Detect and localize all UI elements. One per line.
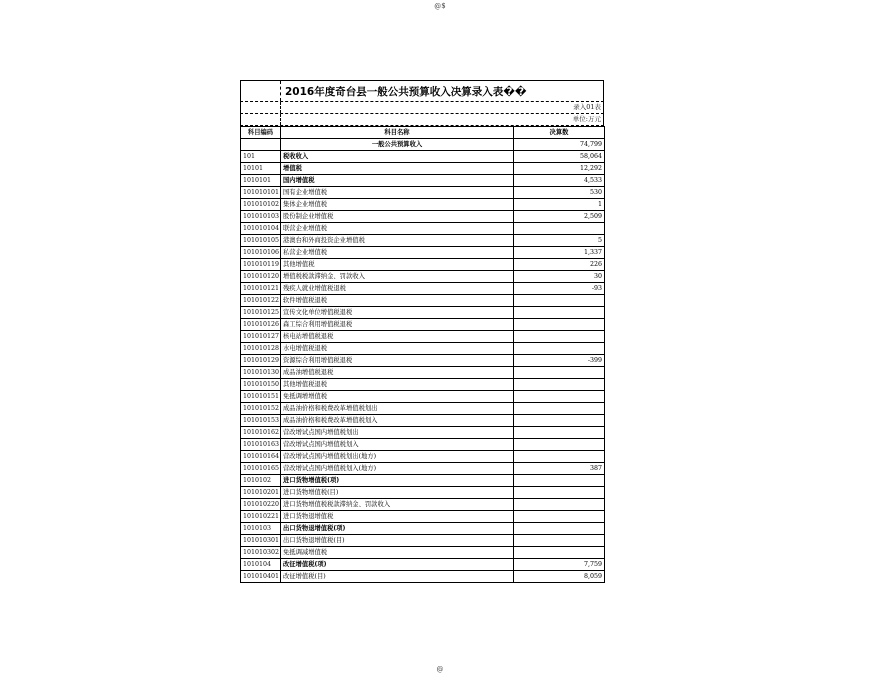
table-row	[241, 211, 605, 223]
title-row	[240, 80, 604, 102]
row-name: 营改增试点国内增值税划出	[281, 427, 514, 439]
row-name: 进口货物增值税税款滞纳金、罚款收入	[281, 499, 514, 511]
row-amount	[514, 367, 605, 379]
row-code: 1010103	[241, 523, 281, 535]
row-amount: 530	[514, 187, 605, 199]
row-amount	[514, 379, 605, 391]
table-row	[241, 379, 605, 391]
table-row	[241, 463, 605, 475]
row-code: 1010101	[241, 175, 281, 187]
row-code: 101010121	[241, 283, 281, 295]
row-amount	[514, 523, 605, 535]
row-code: 101010125	[241, 307, 281, 319]
row-name: 成品油价格和税费改革增值税划入	[281, 415, 514, 427]
total-row	[241, 139, 605, 151]
row-code: 101010220	[241, 499, 281, 511]
table-row	[241, 343, 605, 355]
table-row	[241, 187, 605, 199]
row-amount: -93	[514, 283, 605, 295]
row-name: 其他增值税	[281, 259, 514, 271]
table-row	[241, 415, 605, 427]
row-code: 101010120	[241, 271, 281, 283]
row-name: 资源综合利用增值税退税	[281, 355, 514, 367]
row-name: 成品油增值税退税	[281, 367, 514, 379]
row-code: 101010102	[241, 199, 281, 211]
row-code: 101	[241, 151, 281, 163]
row-name: 出口货物退增值税(目)	[281, 535, 514, 547]
row-code: 101010162	[241, 427, 281, 439]
row-code: 101010122	[241, 295, 281, 307]
row-amount: -399	[514, 355, 605, 367]
table-row	[241, 235, 605, 247]
row-code: 101010129	[241, 355, 281, 367]
row-name: 软件增值税退税	[281, 295, 514, 307]
row-name: 其他增值税退税	[281, 379, 514, 391]
table-row	[241, 307, 605, 319]
row-name: 免抵调增增值税	[281, 391, 514, 403]
row-name: 国内增值税	[281, 175, 514, 187]
table-row	[241, 391, 605, 403]
row-name: 港澳台和外商投资企业增值税	[281, 235, 514, 247]
row-amount	[514, 295, 605, 307]
row-amount	[514, 499, 605, 511]
row-amount: 7,759	[514, 559, 605, 571]
row-name: 集体企业增值税	[281, 199, 514, 211]
row-amount: 5	[514, 235, 605, 247]
table-row	[241, 199, 605, 211]
table-row	[241, 475, 605, 487]
row-code: 101010153	[241, 415, 281, 427]
row-amount	[514, 415, 605, 427]
row-amount	[514, 319, 605, 331]
table-row	[241, 163, 605, 175]
row-name: 营改增试点国内增值税划入(地方)	[281, 463, 514, 475]
total-name: 一般公共预算收入	[281, 139, 514, 151]
table-row	[241, 439, 605, 451]
row-name: 核电站增值税退税	[281, 331, 514, 343]
title-left-cell	[241, 81, 281, 101]
column-header-amount: 决算数	[514, 127, 605, 139]
row-code: 101010126	[241, 319, 281, 331]
table-row	[241, 427, 605, 439]
column-header-name: 科目名称	[281, 127, 514, 139]
table-row	[241, 547, 605, 559]
row-name: 成品油价格和税费改革增值税划出	[281, 403, 514, 415]
row-name: 森工综合利用增值税退税	[281, 319, 514, 331]
unit-label: 单位:万元	[572, 115, 601, 123]
row-code: 101010104	[241, 223, 281, 235]
table-row	[241, 523, 605, 535]
table-row	[241, 451, 605, 463]
row-amount	[514, 547, 605, 559]
row-amount	[514, 487, 605, 499]
row-amount: 387	[514, 463, 605, 475]
table-header-row	[241, 127, 605, 139]
row-name: 残疾人就业增值税退税	[281, 283, 514, 295]
table-row	[241, 283, 605, 295]
table-row	[241, 151, 605, 163]
row-code: 101010152	[241, 403, 281, 415]
table-row	[241, 319, 605, 331]
row-amount: 8,059	[514, 571, 605, 583]
row-amount	[514, 451, 605, 463]
unit-left-cell	[241, 114, 281, 125]
unit-row	[240, 114, 604, 126]
row-amount	[514, 511, 605, 523]
page-footer-mark: @	[436, 665, 444, 673]
row-code: 101010127	[241, 331, 281, 343]
budget-table	[240, 126, 605, 583]
row-code: 101010301	[241, 535, 281, 547]
row-code: 101010128	[241, 343, 281, 355]
row-code: 101010201	[241, 487, 281, 499]
row-amount	[514, 427, 605, 439]
table-row	[241, 559, 605, 571]
table-row	[241, 571, 605, 583]
row-amount	[514, 403, 605, 415]
row-name: 进口货物退增值税	[281, 511, 514, 523]
table-row	[241, 331, 605, 343]
row-name: 税收收入	[281, 151, 514, 163]
row-amount: 226	[514, 259, 605, 271]
table-row	[241, 175, 605, 187]
row-name: 进口货物增值税(项)	[281, 475, 514, 487]
row-name: 出口货物退增值税(项)	[281, 523, 514, 535]
row-name: 宣传文化单位增值税退税	[281, 307, 514, 319]
sheet-title: 2016年度奇台县一般公共预算收入决算录入表��	[285, 85, 527, 98]
row-name: 进口货物增值税(目)	[281, 487, 514, 499]
row-code: 101010150	[241, 379, 281, 391]
row-amount	[514, 343, 605, 355]
row-code: 101010221	[241, 511, 281, 523]
row-amount	[514, 223, 605, 235]
row-code: 101010101	[241, 187, 281, 199]
row-code: 101010302	[241, 547, 281, 559]
row-code: 101010130	[241, 367, 281, 379]
column-header-code: 科目编码	[241, 127, 281, 139]
table-row	[241, 403, 605, 415]
table-row	[241, 367, 605, 379]
row-amount: 1	[514, 199, 605, 211]
row-name: 联营企业增值税	[281, 223, 514, 235]
row-amount	[514, 439, 605, 451]
row-amount	[514, 331, 605, 343]
row-code: 101010105	[241, 235, 281, 247]
row-amount	[514, 475, 605, 487]
row-amount: 58,064	[514, 151, 605, 163]
row-name: 增值税	[281, 163, 514, 175]
row-code: 101010103	[241, 211, 281, 223]
table-row	[241, 511, 605, 523]
row-name: 营改增试点国内增值税划出(地方)	[281, 451, 514, 463]
row-code: 101010151	[241, 391, 281, 403]
row-code: 101010164	[241, 451, 281, 463]
form-number-left-cell	[241, 102, 281, 113]
row-code: 1010102	[241, 475, 281, 487]
row-amount: 12,292	[514, 163, 605, 175]
row-code: 1010104	[241, 559, 281, 571]
table-row	[241, 247, 605, 259]
table-row	[241, 355, 605, 367]
row-code: 101010401	[241, 571, 281, 583]
table-row	[241, 535, 605, 547]
row-name: 免抵调减增值税	[281, 547, 514, 559]
row-amount: 4,533	[514, 175, 605, 187]
table-row	[241, 295, 605, 307]
row-code: 10101	[241, 163, 281, 175]
row-amount: 2,509	[514, 211, 605, 223]
row-code: 101010106	[241, 247, 281, 259]
row-name: 私营企业增值税	[281, 247, 514, 259]
row-amount	[514, 391, 605, 403]
row-amount: 1,337	[514, 247, 605, 259]
row-code: 101010163	[241, 439, 281, 451]
row-amount	[514, 307, 605, 319]
page-header-mark: @$	[434, 2, 446, 10]
row-name: 增值税税款滞纳金、罚款收入	[281, 271, 514, 283]
row-name: 改征增值税(目)	[281, 571, 514, 583]
form-number-row	[240, 102, 604, 114]
table-row	[241, 499, 605, 511]
form-number: 录入01表	[573, 103, 601, 111]
total-amount: 74,799	[514, 139, 605, 151]
row-name: 营改增试点国内增值税划入	[281, 439, 514, 451]
row-code: 101010165	[241, 463, 281, 475]
row-name: 改征增值税(项)	[281, 559, 514, 571]
total-code	[241, 139, 281, 151]
table-row	[241, 487, 605, 499]
row-name: 股份制企业增值税	[281, 211, 514, 223]
row-name: 国有企业增值税	[281, 187, 514, 199]
row-code: 101010119	[241, 259, 281, 271]
row-amount	[514, 535, 605, 547]
table-row	[241, 259, 605, 271]
table-row	[241, 223, 605, 235]
row-amount: 30	[514, 271, 605, 283]
table-row	[241, 271, 605, 283]
budget-sheet	[240, 80, 604, 583]
row-name: 水电增值税退税	[281, 343, 514, 355]
